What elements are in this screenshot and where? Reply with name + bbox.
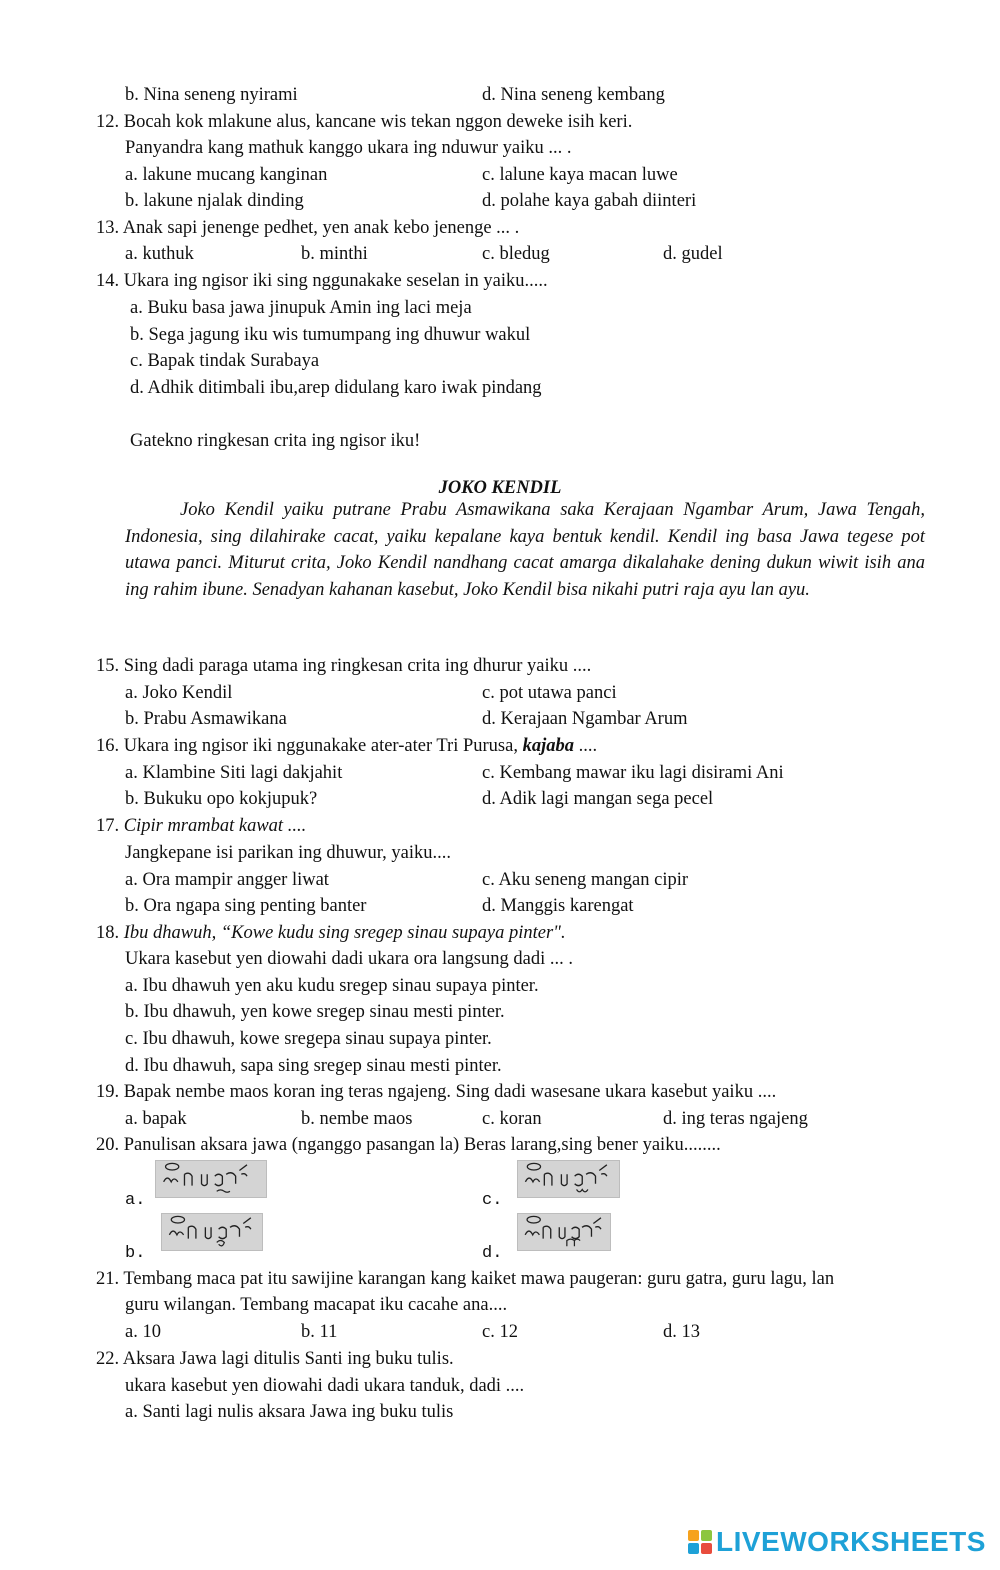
q17-number: 17. bbox=[96, 816, 120, 836]
q20-option-a-aksara-image[interactable] bbox=[155, 1160, 267, 1198]
q14-question: 14. Ukara ing ngisor iki sing nggunakake seselan in yaiku..... bbox=[96, 271, 548, 291]
liveworksheets-logo-icon bbox=[688, 1530, 712, 1554]
q12-question-line2: Panyandra kang mathuk kanggo ukara ing nduwur yaiku ... . bbox=[125, 138, 572, 158]
q19-option-d[interactable]: d. ing teras ngajeng bbox=[663, 1109, 808, 1129]
q11-option-b[interactable]: b. Nina seneng nyirami bbox=[125, 85, 298, 105]
story-title: JOKO KENDIL bbox=[438, 478, 562, 498]
q14-option-b[interactable]: b. Sega jagung iku wis tumumpang ing dhuwur wakul bbox=[130, 325, 531, 345]
q18-number: 18. bbox=[96, 923, 120, 943]
q18-question-line2: Ukara kasebut yen diowahi dadi ukara ora langsung dadi ... . bbox=[125, 949, 573, 969]
q12-option-a[interactable]: a. lakune mucang kanginan bbox=[125, 165, 328, 185]
q22-option-a[interactable]: a. Santi lagi nulis aksara Jawa ing buku tulis bbox=[125, 1402, 454, 1422]
q21-option-b[interactable]: b. 11 bbox=[301, 1322, 338, 1342]
q20-option-b-aksara-image[interactable] bbox=[161, 1213, 263, 1251]
q17-question-line2: Jangkepane isi parikan ing dhuwur, yaiku.... bbox=[125, 843, 452, 863]
q19-question: 19. Bapak nembe maos koran ing teras ngajeng. Sing dadi wasesane ukara kasebut yaiku .... bbox=[96, 1082, 777, 1102]
q12-question: 12. Bocah kok mlakune alus, kancane wis tekan nggon deweke isih keri. bbox=[96, 112, 633, 132]
q12-option-b[interactable]: b. lakune njalak dinding bbox=[125, 191, 304, 211]
q20-option-c-aksara-image[interactable] bbox=[517, 1160, 620, 1198]
aksara-javanese-script-icon bbox=[518, 1214, 610, 1250]
q17-question bbox=[96, 815, 306, 837]
q21-option-d[interactable]: d. 13 bbox=[663, 1322, 700, 1342]
q16-option-b[interactable]: b. Bukuku opo kokjupuk? bbox=[125, 789, 318, 809]
q16-option-c[interactable]: c. Kembang mawar iku lagi disirami Ani bbox=[482, 763, 784, 783]
q19-option-b[interactable]: b. nembe maos bbox=[301, 1109, 413, 1129]
story-paragraph bbox=[125, 497, 925, 603]
q13-option-a[interactable]: a. kuthuk bbox=[125, 244, 194, 264]
reading-instruction: Gatekno ringkesan crita ing ngisor iku! bbox=[130, 431, 421, 451]
q20-question: 20. Panulisan aksara jawa (nganggo pasangan la) Beras larang,sing bener yaiku........ bbox=[96, 1135, 721, 1155]
q13-option-d[interactable]: d. gudel bbox=[663, 244, 723, 264]
q17-question-text: Cipir mrambat kawat .... bbox=[123, 816, 307, 836]
q12-option-d[interactable]: d. polahe kaya gabah diinteri bbox=[482, 191, 697, 211]
q21-question: 21. Tembang maca pat itu sawijine karangan kang kaiket mawa paugeran: guru gatra, guru lagu, lan bbox=[96, 1269, 835, 1289]
q21-question-line2: guru wilangan. Tembang macapat iku cacahe ana.... bbox=[125, 1295, 508, 1315]
q15-option-b[interactable]: b. Prabu Asmawikana bbox=[125, 709, 287, 729]
q15-option-a[interactable]: a. Joko Kendil bbox=[125, 683, 233, 703]
q22-question-line2: ukara kasebut yen diowahi dadi ukara tanduk, dadi .... bbox=[125, 1376, 525, 1396]
q20-option-a-label[interactable]: a. bbox=[125, 1191, 146, 1210]
q16-option-d[interactable]: d. Adik lagi mangan sega pecel bbox=[482, 789, 714, 809]
q16-emphasis: kajaba bbox=[522, 736, 574, 756]
q12-option-c[interactable]: c. lalune kaya macan luwe bbox=[482, 165, 678, 185]
q15-option-c[interactable]: c. pot utawa panci bbox=[482, 683, 617, 703]
q18-option-b[interactable]: b. Ibu dhawuh, yen kowe sregep sinau mesti pinter. bbox=[125, 1002, 505, 1022]
q15-question: 15. Sing dadi paraga utama ing ringkesan crita ing dhurur yaiku .... bbox=[96, 656, 592, 676]
story-text: Joko Kendil yaiku putrane Prabu Asmawikana saka Kerajaan Ngambar Arum, Jawa Tengah, Indonesia, sing dilahirake cacat, yaiku kepalane kaya bentuk kendil. Kendil ing basa Jawa tegese pot utawa panci. Miturut crita, Joko Kendil nandhang cacat amarga dikalahake dening dukun wiwit isih ana ing rahim ibune. Senadyan kahanan kasebut, Joko Kendil bisa nikahi putri raja ayu lan ayu. bbox=[125, 500, 925, 600]
q14-option-a[interactable]: a. Buku basa jawa jinupuk Amin ing laci meja bbox=[130, 298, 472, 318]
q13-option-c[interactable]: c. bledug bbox=[482, 244, 550, 264]
q14-option-c[interactable]: c. Bapak tindak Surabaya bbox=[130, 351, 320, 371]
q16-question-end: .... bbox=[573, 736, 598, 756]
q20-option-b-label[interactable]: b. bbox=[125, 1244, 146, 1263]
q15-option-d[interactable]: d. Kerajaan Ngambar Arum bbox=[482, 709, 688, 729]
aksara-javanese-script-icon bbox=[156, 1161, 266, 1197]
q20-option-d-aksara-image[interactable] bbox=[517, 1213, 611, 1251]
q19-option-a[interactable]: a. bapak bbox=[125, 1109, 187, 1129]
q17-option-c[interactable]: c. Aku seneng mangan cipir bbox=[482, 870, 689, 890]
q20-option-c-label[interactable]: c. bbox=[482, 1191, 503, 1210]
q20-option-d-label[interactable]: d. bbox=[482, 1244, 503, 1263]
q18-question-text: Ibu dhawuh, “Kowe kudu sing sregep sinau supaya pinter". bbox=[123, 923, 566, 943]
q14-option-d[interactable]: d. Adhik ditimbali ibu,arep didulang karo iwak pindang bbox=[130, 378, 542, 398]
q19-option-c[interactable]: c. koran bbox=[482, 1109, 542, 1129]
q13-option-b[interactable]: b. minthi bbox=[301, 244, 368, 264]
q13-question: 13. Anak sapi jenenge pedhet, yen anak kebo jenenge ... . bbox=[96, 218, 520, 238]
q17-option-b[interactable]: b. Ora ngapa sing penting banter bbox=[125, 896, 367, 916]
q18-option-a[interactable]: a. Ibu dhawuh yen aku kudu sregep sinau supaya pinter. bbox=[125, 976, 539, 996]
q11-option-d[interactable]: d. Nina seneng kembang bbox=[482, 85, 665, 105]
q16-question bbox=[96, 735, 597, 757]
liveworksheets-logo[interactable] bbox=[688, 1522, 986, 1562]
q22-question: 22. Aksara Jawa lagi ditulis Santi ing buku tulis. bbox=[96, 1349, 454, 1369]
aksara-javanese-script-icon bbox=[518, 1161, 619, 1197]
q21-option-c[interactable]: c. 12 bbox=[482, 1322, 518, 1342]
q17-option-a[interactable]: a. Ora mampir angger liwat bbox=[125, 870, 329, 890]
q18-question bbox=[96, 922, 566, 944]
q18-option-c[interactable]: c. Ibu dhawuh, kowe sregepa sinau supaya pinter. bbox=[125, 1029, 492, 1049]
q21-option-a[interactable]: a. 10 bbox=[125, 1322, 161, 1342]
liveworksheets-wordmark: LIVEWORKSHEETS bbox=[716, 1526, 986, 1557]
aksara-javanese-script-icon bbox=[162, 1214, 262, 1250]
q18-option-d[interactable]: d. Ibu dhawuh, sapa sing sregep sinau mesti pinter. bbox=[125, 1056, 502, 1076]
q17-option-d[interactable]: d. Manggis karengat bbox=[482, 896, 634, 916]
q16-option-a[interactable]: a. Klambine Siti lagi dakjahit bbox=[125, 763, 343, 783]
q16-question-text: 16. Ukara ing ngisor iki nggunakake ater-ater Tri Purusa, bbox=[96, 736, 518, 756]
